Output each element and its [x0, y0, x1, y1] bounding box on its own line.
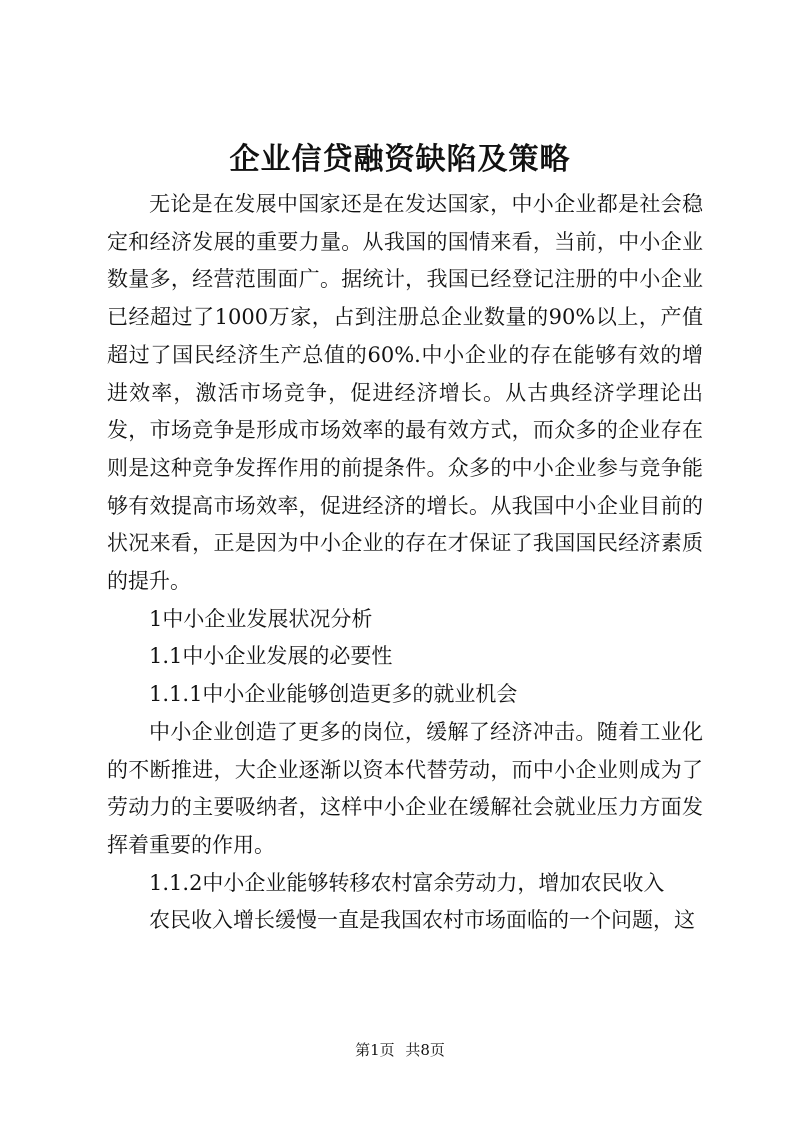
paragraph-farmer-income: 农民收入增长缓慢一直是我国农村市场面临的一个问题，这 [149, 908, 695, 933]
paragraph-employment: 中小企业创造了更多的岗位，缓解了经济冲击。随着工业化的不断推进，大企业逐渐以资本代替劳动，而中小企业则成为了劳动力的主要吸纳者，这样中小企业在缓解社会就业压力方面发挥着重要的作用。 [107, 719, 703, 857]
paragraph-intro: 无论是在发展中国家还是在发达国家，中小企业都是社会稳定和经济发展的重要力量。从我国的国情来看，当前，中小企业数量多，经营范围面广。据统计，我国已经登记注册的中小企业已经超过了1000万家，占到注册总企业数量的90%以上，产值超过了国民经济生产总值的60%.中小企业的存在能够有效的增进效率，激活市场竞争，促进经济增长。从古典经济学理论出发，市场竞争是形成市场效率的最有效方式，而众多的企业存在则是这种竞争发挥作用的前提条件。众多的中小企业参与竞争能够有效提高市场效率，促进经济的增长。从我国中小企业目前的状况来看，正是因为中小企业的存在才保证了我国国民经济素质的提升。 [107, 192, 703, 594]
document-body [107, 186, 703, 940]
page-total: 共8页 [405, 1041, 445, 1059]
page-footer [0, 1040, 800, 1060]
document-title: 企业信贷融资缺陷及策略 [229, 142, 571, 177]
section-heading-1-1: 1.1中小企业发展的必要性 [149, 644, 393, 669]
section-heading-1-1-2: 1.1.2中小企业能够转移农村富余劳动力，增加农民收入 [149, 870, 665, 895]
section-heading-1: 1中小企业发展状况分析 [149, 606, 373, 631]
section-heading-1-1-1: 1.1.1中小企业能够创造更多的就业机会 [149, 682, 518, 707]
page-number: 第1页 [355, 1041, 395, 1059]
